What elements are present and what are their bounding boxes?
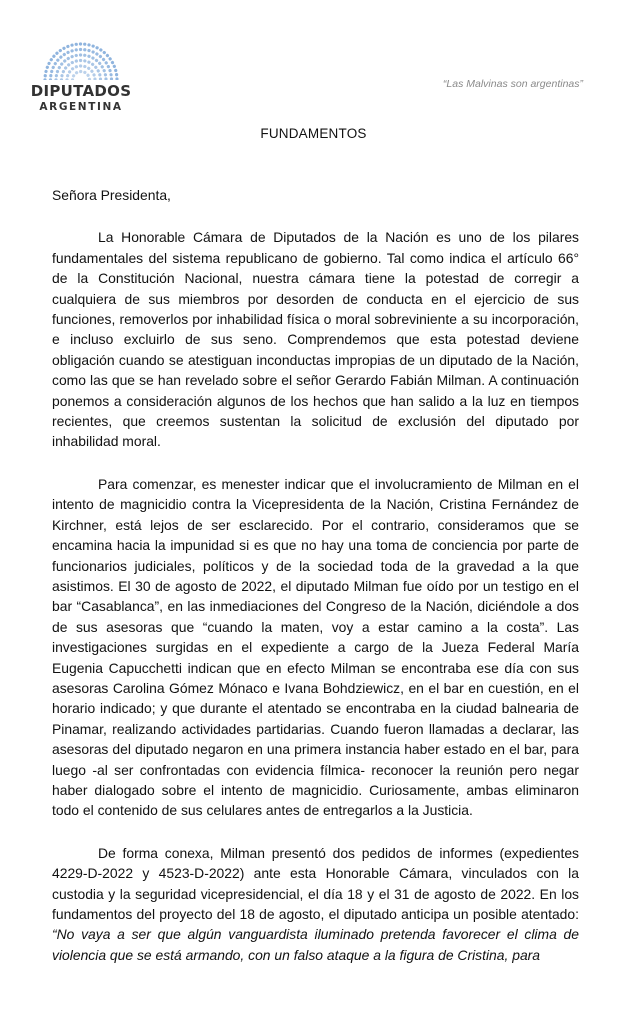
logo-subtitle: ARGENTINA xyxy=(39,101,123,113)
paragraph-2: Para comenzar, es menester indicar que el involucramiento de Milman en el intento de magnicidio contra la Vicepresidenta de la Nación, Cristina Fernández de Kirchner, está lejos de ser esclarecido. Por el contrario, consideramos que se encamina hacia la impunidad si es que no hay una toma de conciencia por parte de funcionarios judiciales, políticos y de la sociedad toda de la gravedad a la que asistimos. El 30 de agosto de 2022, el diputado Milman fue oído por un testigo en el bar “Casablanca”, en las inmediaciones del Congreso de la Nación, diciéndole a dos de sus asesoras que “cuando la maten, voy a estar camino a la costa”. Las investigaciones surgidas en el expediente a cargo de la Jueza Federal María Eugenia Capucchetti indican que en efecto Milman se encontraba ese día con sus asesoras Carolina Gómez Mónaco e Ivana Bohdziewicz, en el bar en cuestión, en el horario indicado; y que durante el atentado se encontraba en la ciudad balnearia de Pinamar, realizando actividades partidarias. Cuando fueron llamadas a declarar, las asesoras del diputado negaron en una primera instancia haber estado en el bar, para luego -al ser confrontadas con evidencia fílmica- reconocer la reunión pero negar haber dialogado sobre el intento de magnicidio. Curiosamente, ambas eliminaron todo el contenido de sus celulares antes de entregarlos a la Justicia. xyxy=(52,475,579,819)
document-title: FUNDAMENTOS xyxy=(260,126,367,141)
document-body xyxy=(52,185,579,965)
paragraph-1: La Honorable Cámara de Diputados de la Nación es uno de los pilares fundamentales del sistema republicano de gobierno. Tal como indica el artículo 66° de la Constitución Nacional, nuestra cámara tiene la potestad de corregir a cualquiera de sus miembros por desorden de conducta en el ejercicio de sus funciones, removerlos por inhabilidad física o moral sobreviniente a su incorporación, e incluso excluirlo de sus seno. Comprendemos que esta potestad deviene obligación cuando se atestiguan inconductas impropias de un diputado de la Nación, como las que se han revelado sobre el señor Gerardo Fabián Milman. A continuación ponemos a consideración algunos de los hechos que han salido a la luz en tiempos recientes, que creemos sustentan la solicitud de exclusión del diputado por inhabilidad moral. xyxy=(52,229,579,450)
dome-arc xyxy=(73,72,90,81)
logo-title: DIPUTADOS xyxy=(30,82,132,100)
congress-dome-icon xyxy=(35,40,127,80)
letterhead xyxy=(0,0,627,135)
diputados-logo xyxy=(22,40,140,113)
motto: “Las Malvinas son argentinas” xyxy=(442,78,583,90)
quote-text: “No vaya a ser que algún vanguardista iluminado pretenda favorecer el clima de violencia que se está armando, con un falso ataque a la figura de Cristina, para xyxy=(52,926,579,963)
paragraph-3-text: De forma conexa, Milman presentó dos pedidos de informes (expedientes 4229-D-2022 y 4523-D-2022) ante esta Honorable Cámara, vinculados con la custodia y la seguridad vicepresidencial, el día 18 y el 31 de agosto de 2022. En los fundamentos del proyecto del 18 de agosto, el diputado anticipa un posible atentado: xyxy=(52,844,579,922)
salutation: Señora Presidenta, xyxy=(52,187,171,203)
paragraph-3 xyxy=(52,843,579,965)
